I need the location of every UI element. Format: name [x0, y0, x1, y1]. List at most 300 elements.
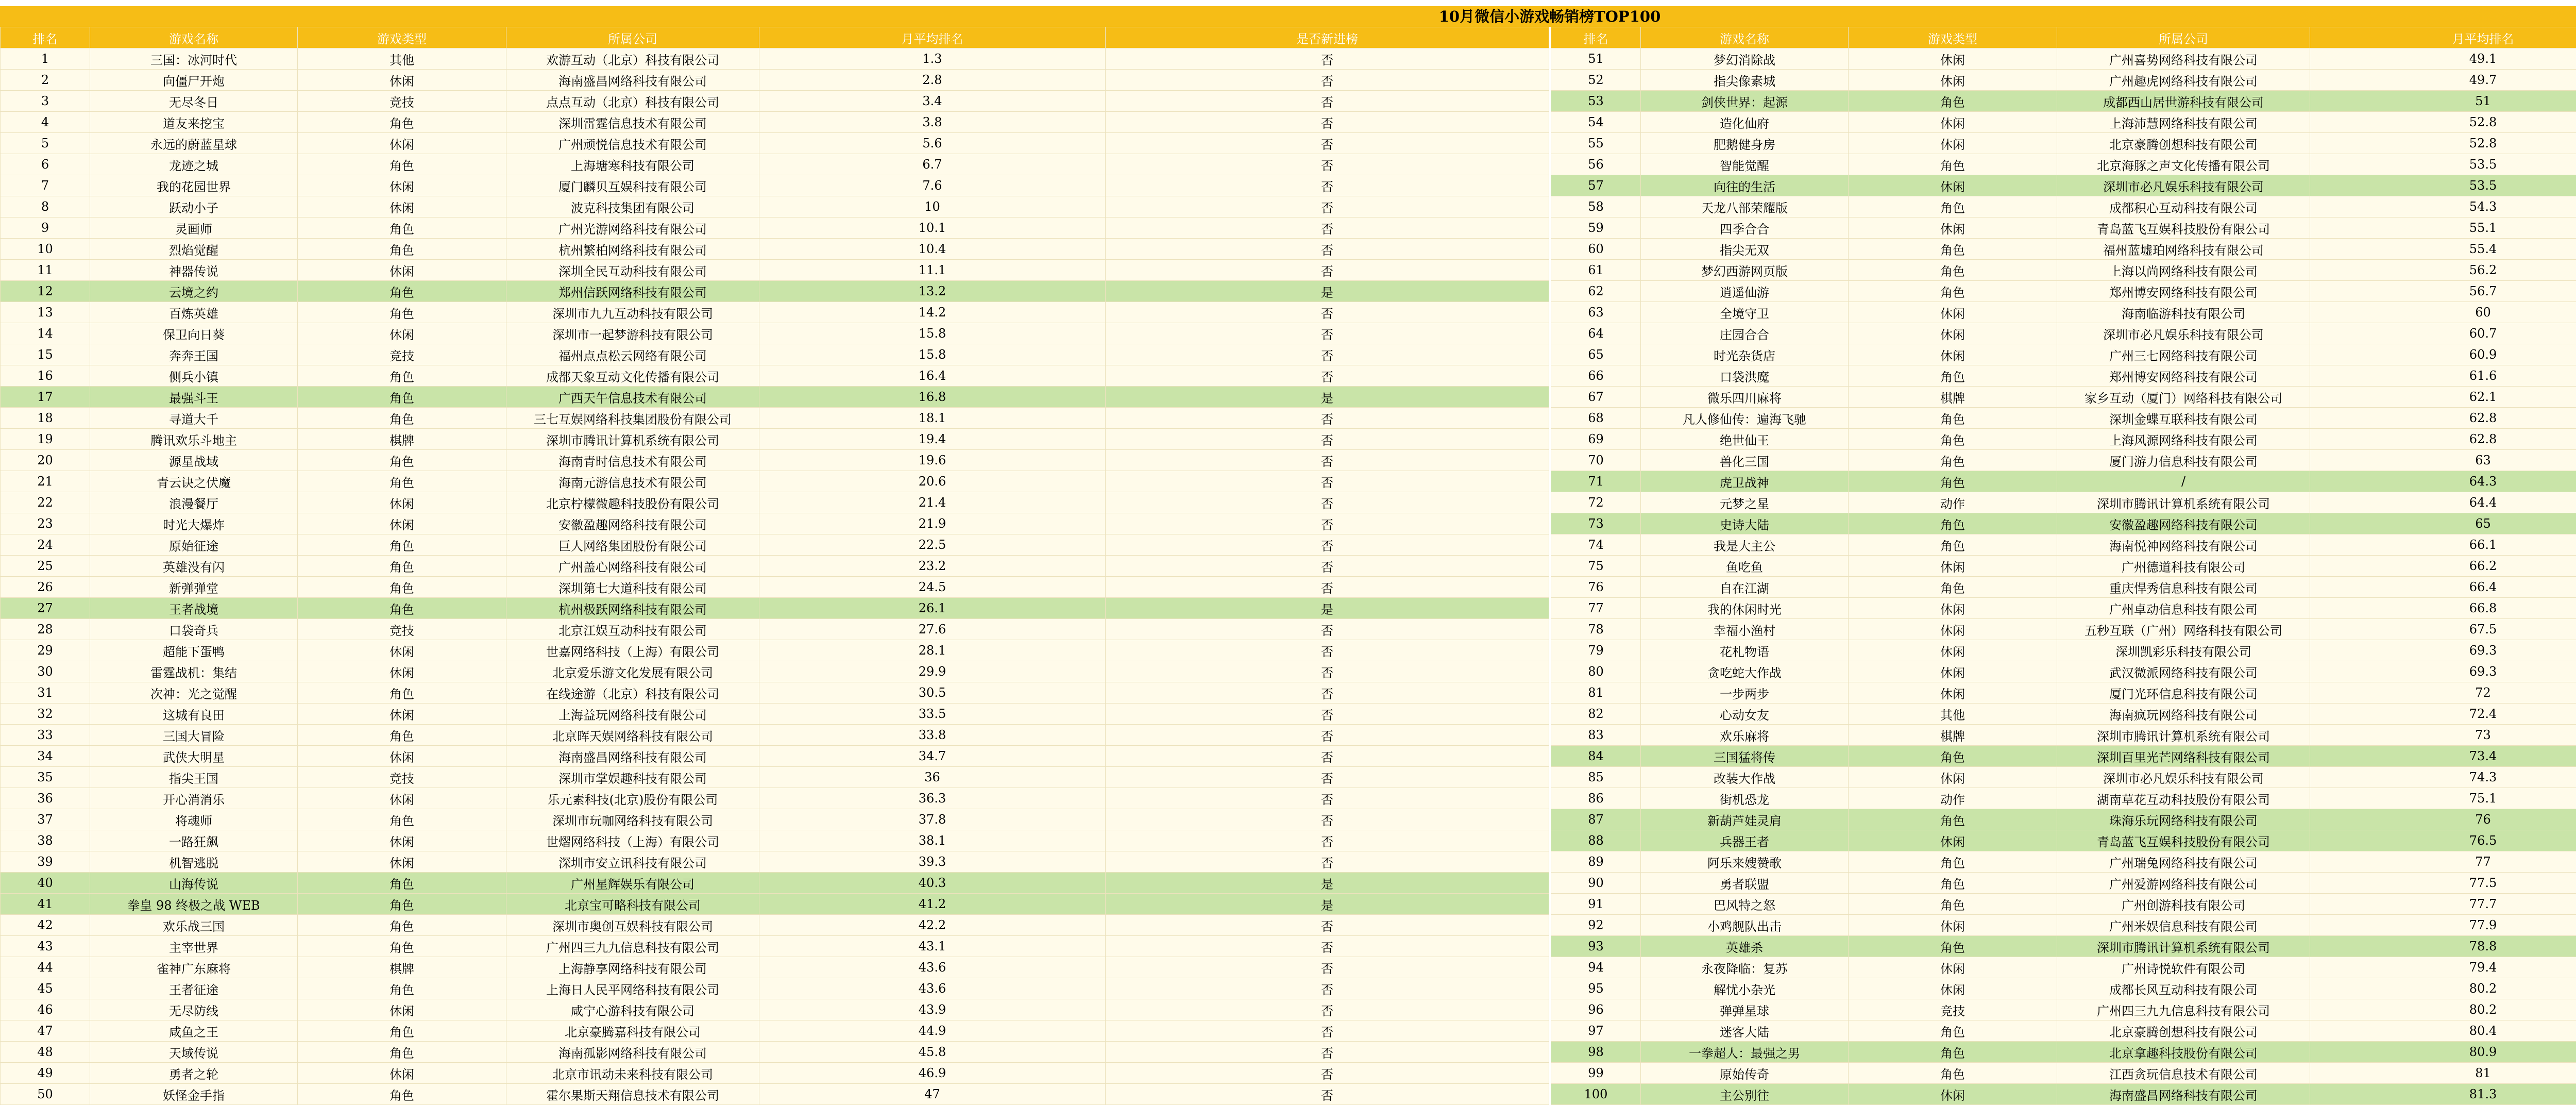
- cell-company: 巨人网络集团股份有限公司: [506, 534, 759, 556]
- cell-avg-rank: 38.1: [759, 830, 1106, 851]
- cell-game-type: 休闲: [1849, 302, 2057, 323]
- cell-rank: 41: [1, 894, 90, 915]
- cell-rank: 19: [1, 429, 90, 450]
- cell-avg-rank: 66.8: [2310, 598, 2576, 619]
- ranking-table-right: [1551, 27, 2576, 1105]
- cell-company: 上海益玩网络科技有限公司: [506, 704, 759, 725]
- cell-company: 深圳百里光芒网络科技有限公司: [2057, 746, 2310, 767]
- cell-is-new: 否: [1106, 48, 1549, 70]
- table-row: [1, 471, 1549, 492]
- cell-is-new: 否: [1106, 1020, 1549, 1042]
- cell-avg-rank: 15.8: [759, 323, 1106, 344]
- cell-rank: 50: [1, 1084, 90, 1105]
- cell-rank: 14: [1, 323, 90, 344]
- cell-company: 深圳市腾讯计算机系统有限公司: [2057, 492, 2310, 513]
- cell-rank: 32: [1, 704, 90, 725]
- cell-game-type: 休闲: [1849, 830, 2057, 851]
- cell-company: 上海日人民平网络科技有限公司: [506, 978, 759, 999]
- cell-rank: 52: [1551, 70, 1641, 91]
- cell-is-new: 否: [1106, 154, 1549, 175]
- cell-game-name: 鱼吃鱼: [1641, 556, 1849, 577]
- cell-game-name: 庄园合合: [1641, 323, 1849, 344]
- cell-game-type: 休闲: [1849, 556, 2057, 577]
- cell-company: 深圳市玩咖网络科技有限公司: [506, 809, 759, 830]
- table-row: [1551, 302, 2576, 323]
- cell-company: 深圳市必凡娱乐科技有限公司: [2057, 323, 2310, 344]
- cell-company: 深圳市奥创互娱科技有限公司: [506, 915, 759, 936]
- header-game-type: 游戏类型: [298, 27, 506, 48]
- cell-company: 厦门麟贝互娱科技有限公司: [506, 175, 759, 196]
- cell-avg-rank: 2.8: [759, 70, 1106, 91]
- header-avg-rank: 月平均排名: [2310, 27, 2576, 48]
- cell-is-new: 否: [1106, 661, 1549, 682]
- cell-game-name: 全境守卫: [1641, 302, 1849, 323]
- cell-game-type: 角色: [298, 873, 506, 894]
- cell-company: 福州点点松云网络有限公司: [506, 344, 759, 365]
- table-row: [1, 365, 1549, 387]
- cell-company: 广州星辉娱乐有限公司: [506, 873, 759, 894]
- cell-game-type: 棋牌: [298, 957, 506, 978]
- table-row: [1, 788, 1549, 809]
- cell-company: 北京海豚之声文化传播有限公司: [2057, 154, 2310, 175]
- cell-game-type: 休闲: [1849, 978, 2057, 999]
- cell-rank: 38: [1, 830, 90, 851]
- header-rank: 排名: [1, 27, 90, 48]
- cell-game-name: 主宰世界: [90, 936, 298, 957]
- cell-game-name: 浪漫餐厅: [90, 492, 298, 513]
- cell-game-type: 角色: [1849, 260, 2057, 281]
- cell-company: 湖南草花互动科技股份有限公司: [2057, 788, 2310, 809]
- cell-game-type: 其他: [298, 48, 506, 70]
- cell-is-new: 否: [1106, 682, 1549, 704]
- table-row: [1, 133, 1549, 154]
- cell-avg-rank: 39.3: [759, 851, 1106, 873]
- cell-avg-rank: 74.3: [2310, 767, 2576, 788]
- cell-rank: 5: [1, 133, 90, 154]
- cell-rank: 45: [1, 978, 90, 999]
- cell-avg-rank: 66.1: [2310, 534, 2576, 556]
- cell-avg-rank: 28.1: [759, 640, 1106, 661]
- cell-rank: 89: [1551, 851, 1641, 873]
- cell-company: 福州蓝墟珀网络科技有限公司: [2057, 239, 2310, 260]
- cell-game-type: 其他: [1849, 704, 2057, 725]
- cell-is-new: 否: [1106, 936, 1549, 957]
- table-row: [1, 640, 1549, 661]
- cell-game-name: 跃动小子: [90, 196, 298, 217]
- cell-rank: 42: [1, 915, 90, 936]
- cell-avg-rank: 60: [2310, 302, 2576, 323]
- cell-avg-rank: 21.4: [759, 492, 1106, 513]
- cell-avg-rank: 69.3: [2310, 661, 2576, 682]
- table-row: [1, 915, 1549, 936]
- table-row: [1551, 260, 2576, 281]
- header-is-new: 是否新进榜: [1106, 27, 1549, 48]
- table-row: [1551, 387, 2576, 408]
- cell-game-type: 休闲: [298, 788, 506, 809]
- cell-avg-rank: 43.1: [759, 936, 1106, 957]
- header-game-type: 游戏类型: [1849, 27, 2057, 48]
- cell-company: 青岛蓝飞互娱科技股份有限公司: [2057, 830, 2310, 851]
- cell-game-type: 角色: [1849, 1063, 2057, 1084]
- cell-company: 波克科技集团有限公司: [506, 196, 759, 217]
- cell-game-type: 休闲: [1849, 682, 2057, 704]
- cell-is-new: 否: [1106, 175, 1549, 196]
- cell-company: 欢游互动（北京）科技有限公司: [506, 48, 759, 70]
- cell-avg-rank: 10.1: [759, 217, 1106, 239]
- cell-rank: 70: [1551, 450, 1641, 471]
- cell-game-type: 休闲: [1849, 957, 2057, 978]
- cell-avg-rank: 64.4: [2310, 492, 2576, 513]
- cell-company: 广州喜势网络科技有限公司: [2057, 48, 2310, 70]
- cell-avg-rank: 75.1: [2310, 788, 2576, 809]
- cell-rank: 31: [1, 682, 90, 704]
- cell-avg-rank: 52.8: [2310, 112, 2576, 133]
- cell-game-name: 向往的生活: [1641, 175, 1849, 196]
- cell-avg-rank: 80.9: [2310, 1042, 2576, 1063]
- cell-company: 深圳市掌娱趣科技有限公司: [506, 767, 759, 788]
- table-row: [1551, 873, 2576, 894]
- cell-avg-rank: 23.2: [759, 556, 1106, 577]
- cell-game-name: 时光杂货店: [1641, 344, 1849, 365]
- cell-is-new: 否: [1106, 429, 1549, 450]
- cell-avg-rank: 72: [2310, 682, 2576, 704]
- cell-company: 海南临游科技有限公司: [2057, 302, 2310, 323]
- cell-game-name: 勇者联盟: [1641, 873, 1849, 894]
- cell-game-type: 休闲: [1849, 767, 2057, 788]
- cell-game-name: 永夜降临：复苏: [1641, 957, 1849, 978]
- cell-game-type: 角色: [1849, 450, 2057, 471]
- table-row: [1, 450, 1549, 471]
- cell-game-name: 雷霆战机：集结: [90, 661, 298, 682]
- cell-rank: 27: [1, 598, 90, 619]
- cell-is-new: 否: [1106, 556, 1549, 577]
- cell-game-name: 天龙八部荣耀版: [1641, 196, 1849, 217]
- cell-game-type: 角色: [298, 387, 506, 408]
- cell-game-name: 侧兵小镇: [90, 365, 298, 387]
- cell-company: /: [2057, 471, 2310, 492]
- table-row: [1551, 70, 2576, 91]
- cell-avg-rank: 62.1: [2310, 387, 2576, 408]
- cell-rank: 97: [1551, 1020, 1641, 1042]
- cell-avg-rank: 30.5: [759, 682, 1106, 704]
- cell-avg-rank: 47: [759, 1084, 1106, 1105]
- cell-game-name: 兵器王者: [1641, 830, 1849, 851]
- cell-avg-rank: 78.8: [2310, 936, 2576, 957]
- cell-game-type: 休闲: [298, 704, 506, 725]
- sheet-title: 10月微信小游戏畅销榜TOP100: [0, 6, 2576, 27]
- cell-game-type: 休闲: [298, 175, 506, 196]
- cell-company: 北京爱乐游文化发展有限公司: [506, 661, 759, 682]
- cell-game-name: 指尖无双: [1641, 239, 1849, 260]
- table-row: [1, 387, 1549, 408]
- cell-rank: 36: [1, 788, 90, 809]
- table-row: [1, 767, 1549, 788]
- cell-game-name: 永远的蔚蓝星球: [90, 133, 298, 154]
- cell-avg-rank: 22.5: [759, 534, 1106, 556]
- cell-avg-rank: 14.2: [759, 302, 1106, 323]
- cell-avg-rank: 51: [2310, 91, 2576, 112]
- cell-is-new: 是: [1106, 873, 1549, 894]
- cell-game-name: 山海传说: [90, 873, 298, 894]
- cell-rank: 59: [1551, 217, 1641, 239]
- cell-rank: 63: [1551, 302, 1641, 323]
- cell-avg-rank: 40.3: [759, 873, 1106, 894]
- cell-game-name: 超能下蛋鸭: [90, 640, 298, 661]
- cell-game-name: 武侠大明星: [90, 746, 298, 767]
- table-row: [1551, 48, 2576, 70]
- table-row: [1551, 281, 2576, 302]
- table-row: [1551, 936, 2576, 957]
- cell-avg-rank: 3.4: [759, 91, 1106, 112]
- cell-company: 广州创游科技有限公司: [2057, 894, 2310, 915]
- cell-game-name: 一步两步: [1641, 682, 1849, 704]
- cell-game-type: 休闲: [298, 133, 506, 154]
- table-row: [1, 175, 1549, 196]
- cell-rank: 24: [1, 534, 90, 556]
- table-row: [1551, 999, 2576, 1020]
- cell-company: 北京柠檬微趣科技股份有限公司: [506, 492, 759, 513]
- cell-is-new: 否: [1106, 830, 1549, 851]
- cell-avg-rank: 7.6: [759, 175, 1106, 196]
- cell-game-type: 棋牌: [1849, 725, 2057, 746]
- cell-company: 广州四三九九信息科技有限公司: [2057, 999, 2310, 1020]
- cell-rank: 65: [1551, 344, 1641, 365]
- cell-company: 广州爱游网络科技有限公司: [2057, 873, 2310, 894]
- cell-game-type: 角色: [1849, 91, 2057, 112]
- cell-rank: 46: [1, 999, 90, 1020]
- cell-rank: 30: [1, 661, 90, 682]
- cell-is-new: 否: [1106, 704, 1549, 725]
- cell-company: 广州卓动信息科技有限公司: [2057, 598, 2310, 619]
- cell-company: 海南元游信息技术有限公司: [506, 471, 759, 492]
- cell-avg-rank: 69.3: [2310, 640, 2576, 661]
- cell-rank: 93: [1551, 936, 1641, 957]
- cell-rank: 15: [1, 344, 90, 365]
- cell-game-name: 烈焰觉醒: [90, 239, 298, 260]
- table-row: [1, 344, 1549, 365]
- cell-game-type: 角色: [1849, 851, 2057, 873]
- table-row: [1551, 725, 2576, 746]
- cell-game-type: 角色: [298, 239, 506, 260]
- cell-is-new: 否: [1106, 196, 1549, 217]
- cell-rank: 12: [1, 281, 90, 302]
- table-row: [1, 556, 1549, 577]
- cell-company: 世熠网络科技（上海）有限公司: [506, 830, 759, 851]
- cell-game-name: 妖怪金手指: [90, 1084, 298, 1105]
- cell-is-new: 否: [1106, 217, 1549, 239]
- cell-company: 深圳市安立讯科技有限公司: [506, 851, 759, 873]
- cell-game-name: 一路狂飙: [90, 830, 298, 851]
- cell-game-type: 角色: [1849, 534, 2057, 556]
- cell-rank: 87: [1551, 809, 1641, 830]
- table-row: [1, 957, 1549, 978]
- cell-company: 海南盛昌网络科技有限公司: [2057, 1084, 2310, 1105]
- cell-company: 三七互娱网络科技集团股份有限公司: [506, 408, 759, 429]
- cell-game-type: 休闲: [298, 513, 506, 534]
- cell-game-name: 无尽冬日: [90, 91, 298, 112]
- cell-company: 深圳市腾讯计算机系统有限公司: [2057, 725, 2310, 746]
- table-row: [1551, 767, 2576, 788]
- cell-game-name: 小鸡舰队出击: [1641, 915, 1849, 936]
- cell-game-type: 休闲: [298, 492, 506, 513]
- cell-rank: 20: [1, 450, 90, 471]
- table-row: [1, 534, 1549, 556]
- cell-company: 广州米娱信息科技有限公司: [2057, 915, 2310, 936]
- cell-rank: 55: [1551, 133, 1641, 154]
- cell-game-name: 一拳超人：最强之男: [1641, 1042, 1849, 1063]
- table-row: [1, 70, 1549, 91]
- cell-avg-rank: 53.5: [2310, 154, 2576, 175]
- cell-game-name: 元梦之星: [1641, 492, 1849, 513]
- table-row: [1551, 661, 2576, 682]
- cell-company: 海南疯玩网络科技有限公司: [2057, 704, 2310, 725]
- cell-avg-rank: 65: [2310, 513, 2576, 534]
- cell-game-name: 天域传说: [90, 1042, 298, 1063]
- cell-rank: 71: [1551, 471, 1641, 492]
- cell-rank: 68: [1551, 408, 1641, 429]
- table-row: [1551, 1063, 2576, 1084]
- cell-rank: 13: [1, 302, 90, 323]
- cell-game-name: 灵画师: [90, 217, 298, 239]
- cell-game-name: 无尽防线: [90, 999, 298, 1020]
- cell-company: 点点互动（北京）科技有限公司: [506, 91, 759, 112]
- cell-avg-rank: 63: [2310, 450, 2576, 471]
- cell-rank: 2: [1, 70, 90, 91]
- cell-game-type: 休闲: [1849, 661, 2057, 682]
- cell-company: 广州诗悦软件有限公司: [2057, 957, 2310, 978]
- ranking-table-left: [0, 27, 1549, 1105]
- cell-rank: 62: [1551, 281, 1641, 302]
- cell-rank: 94: [1551, 957, 1641, 978]
- cell-game-name: 腾讯欢乐斗地主: [90, 429, 298, 450]
- cell-company: 上海沛慧网络科技有限公司: [2057, 112, 2310, 133]
- cell-game-type: 角色: [298, 809, 506, 830]
- cell-rank: 83: [1551, 725, 1641, 746]
- cell-rank: 100: [1551, 1084, 1641, 1105]
- cell-rank: 66: [1551, 365, 1641, 387]
- cell-is-new: 否: [1106, 1063, 1549, 1084]
- cell-avg-rank: 19.4: [759, 429, 1106, 450]
- cell-company: 上海风源网络科技有限公司: [2057, 429, 2310, 450]
- cell-avg-rank: 81: [2310, 1063, 2576, 1084]
- cell-company: 广州瑞兔网络科技有限公司: [2057, 851, 2310, 873]
- cell-game-type: 角色: [1849, 873, 2057, 894]
- cell-rank: 44: [1, 957, 90, 978]
- cell-avg-rank: 21.9: [759, 513, 1106, 534]
- cell-rank: 29: [1, 640, 90, 661]
- cell-company: 海南盛昌网络科技有限公司: [506, 746, 759, 767]
- cell-rank: 33: [1, 725, 90, 746]
- table-row: [1551, 217, 2576, 239]
- cell-rank: 76: [1551, 577, 1641, 598]
- cell-avg-rank: 20.6: [759, 471, 1106, 492]
- cell-company: 深圳市腾讯计算机系统有限公司: [506, 429, 759, 450]
- cell-is-new: 否: [1106, 70, 1549, 91]
- table-row: [1, 999, 1549, 1020]
- table-body-right: [1551, 48, 2576, 1105]
- cell-game-type: 休闲: [1849, 1084, 2057, 1105]
- table-row: [1, 323, 1549, 344]
- cell-game-name: 保卫向日葵: [90, 323, 298, 344]
- cell-game-type: 休闲: [298, 260, 506, 281]
- cell-company: 深圳凯彩乐科技有限公司: [2057, 640, 2310, 661]
- cell-game-type: 休闲: [1849, 598, 2057, 619]
- header-rank: 排名: [1551, 27, 1641, 48]
- cell-game-name: 拳皇 98 终极之战 WEB: [90, 894, 298, 915]
- cell-is-new: 否: [1106, 112, 1549, 133]
- cell-company: 广州顽悦信息技术有限公司: [506, 133, 759, 154]
- cell-is-new: 否: [1106, 619, 1549, 640]
- cell-rank: 60: [1551, 239, 1641, 260]
- cell-game-type: 角色: [298, 978, 506, 999]
- cell-avg-rank: 77.9: [2310, 915, 2576, 936]
- table-row: [1551, 91, 2576, 112]
- cell-game-name: 次神：光之觉醒: [90, 682, 298, 704]
- cell-game-name: 我的休闲时光: [1641, 598, 1849, 619]
- cell-game-name: 花札物语: [1641, 640, 1849, 661]
- table-row: [1, 894, 1549, 915]
- cell-game-name: 梦幻消除战: [1641, 48, 1849, 70]
- cell-rank: 90: [1551, 873, 1641, 894]
- cell-game-type: 棋牌: [298, 429, 506, 450]
- cell-game-type: 角色: [1849, 1042, 2057, 1063]
- cell-rank: 3: [1, 91, 90, 112]
- cell-avg-rank: 36: [759, 767, 1106, 788]
- table-row: [1, 661, 1549, 682]
- cell-is-new: 否: [1106, 851, 1549, 873]
- cell-rank: 98: [1551, 1042, 1641, 1063]
- cell-game-type: 休闲: [1849, 323, 2057, 344]
- cell-rank: 96: [1551, 999, 1641, 1020]
- cell-avg-rank: 66.4: [2310, 577, 2576, 598]
- cell-rank: 77: [1551, 598, 1641, 619]
- cell-company: 深圳市一起梦游科技有限公司: [506, 323, 759, 344]
- table-row: [1551, 239, 2576, 260]
- cell-company: 海南悦神网络科技有限公司: [2057, 534, 2310, 556]
- cell-is-new: 否: [1106, 239, 1549, 260]
- cell-company: 厦门光环信息科技有限公司: [2057, 682, 2310, 704]
- cell-game-type: 休闲: [298, 70, 506, 91]
- cell-game-type: 休闲: [1849, 133, 2057, 154]
- cell-game-type: 角色: [298, 725, 506, 746]
- table-row: [1, 746, 1549, 767]
- cell-game-name: 改装大作战: [1641, 767, 1849, 788]
- cell-rank: 37: [1, 809, 90, 830]
- cell-rank: 18: [1, 408, 90, 429]
- cell-game-type: 竞技: [298, 767, 506, 788]
- cell-rank: 6: [1, 154, 90, 175]
- table-row: [1551, 1042, 2576, 1063]
- table-row: [1551, 598, 2576, 619]
- cell-game-name: 新葫芦娃灵肩: [1641, 809, 1849, 830]
- cell-avg-rank: 76: [2310, 809, 2576, 830]
- cell-company: 广州光游网络科技有限公司: [506, 217, 759, 239]
- cell-game-type: 动作: [1849, 788, 2057, 809]
- cell-avg-rank: 66.2: [2310, 556, 2576, 577]
- cell-avg-rank: 16.8: [759, 387, 1106, 408]
- cell-company: 厦门游力信息科技有限公司: [2057, 450, 2310, 471]
- header-row: [1, 27, 1549, 48]
- cell-game-type: 休闲: [298, 196, 506, 217]
- cell-rank: 58: [1551, 196, 1641, 217]
- cell-game-type: 角色: [298, 915, 506, 936]
- header-avg-rank: 月平均排名: [759, 27, 1106, 48]
- cell-game-type: 角色: [1849, 154, 2057, 175]
- cell-game-type: 角色: [298, 1084, 506, 1105]
- cell-avg-rank: 52.8: [2310, 133, 2576, 154]
- cell-game-name: 心动女友: [1641, 704, 1849, 725]
- cell-game-name: 寻道大千: [90, 408, 298, 429]
